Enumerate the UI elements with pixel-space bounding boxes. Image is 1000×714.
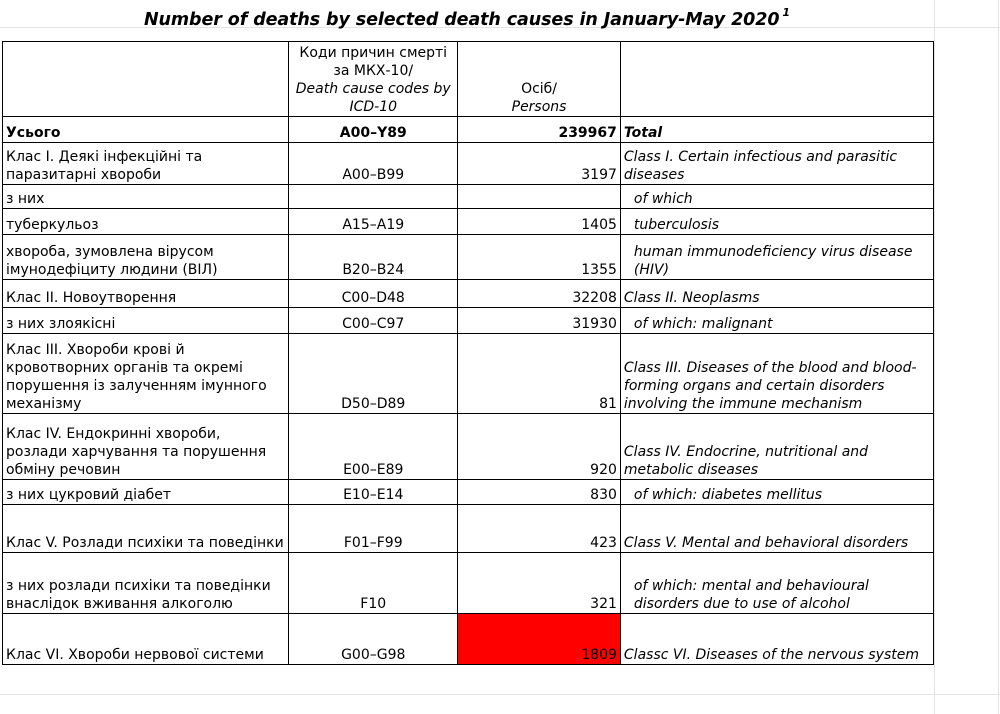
table-row [3,334,934,414]
table-row [3,614,934,665]
cell-value[interactable]: 3197 [458,143,621,185]
header-persons-en: Persons [511,99,567,115]
cell-en[interactable]: Total [620,117,933,143]
table-row [3,143,934,185]
cell-code[interactable]: B20–B24 [289,235,458,280]
cell-en[interactable]: Class II. Neoplasms [620,280,933,308]
cell-en[interactable]: of which [620,185,933,209]
cell-ua[interactable]: з них злоякісні [3,308,289,334]
sheet-gridline [934,0,935,714]
cell-ua[interactable]: туберкульоз [3,209,289,235]
cell-value-selected[interactable]: 1809 [458,614,621,665]
table-row [3,280,934,308]
cell-ua[interactable]: Клас VІ. Хвороби нервової системи [3,614,289,665]
cell-en[interactable]: Class III. Diseases of the blood and blood-forming organs and certain disorders involving the immune mechanism [620,334,933,414]
table-row [3,185,934,209]
cell-ua[interactable]: з них розлади психіки та поведінки внаслідок вживання алкоголю [3,553,289,614]
table-row [3,209,934,235]
cell-code[interactable]: E10–E14 [289,480,458,505]
cell-code[interactable]: A00–B99 [289,143,458,185]
cell-value[interactable]: 830 [458,480,621,505]
cell-value[interactable]: 1355 [458,235,621,280]
cell-code[interactable]: F10 [289,553,458,614]
header-codes-en: Death cause codes by ICD-10 [295,81,451,115]
table-row [3,414,934,480]
cell-value[interactable]: 1405 [458,209,621,235]
cell-en[interactable]: Class IV. Endocrine, nutritional and metabolic diseases [620,414,933,480]
cell-code[interactable]: A00–Y89 [289,117,458,143]
cell-code[interactable]: G00–G98 [289,614,458,665]
cell-en[interactable]: Classc VI. Diseases of the nervous system [620,614,933,665]
table-title [0,3,934,30]
cell-value[interactable] [458,185,621,209]
footnote-mark: 1 [782,6,790,19]
cell-en[interactable]: human immunodeficiency virus disease (HIV) [620,235,933,280]
deaths-table [2,41,934,665]
cell-value[interactable]: 32208 [458,280,621,308]
cell-en[interactable]: tuberculosis [620,209,933,235]
sheet-gridline [998,0,999,714]
cell-code[interactable]: A15–A19 [289,209,458,235]
table-row [3,235,934,280]
header-codes[interactable] [289,42,458,117]
table-row [3,505,934,553]
cell-ua[interactable]: Клас ІІІ. Хвороби крові й кровотворних органів та окремі порушення із залученням імунного механізму [3,334,289,414]
cell-en[interactable]: Class I. Certain infectious and parasitic diseases [620,143,933,185]
header-persons-ua: Осіб/ [521,81,558,97]
header-codes-ua: Коди причин смерті за МКХ-10/ [299,45,448,79]
cell-value[interactable]: 31930 [458,308,621,334]
cell-value[interactable]: 81 [458,334,621,414]
sheet-gridline [0,694,1000,695]
cell-ua[interactable]: з них цукровий діабет [3,480,289,505]
cell-ua[interactable]: Клас V. Розлади психіки та поведінки [3,505,289,553]
cell-code[interactable]: C00–C97 [289,308,458,334]
cell-en[interactable]: of which: malignant [620,308,933,334]
cell-en[interactable]: of which: diabetes mellitus [620,480,933,505]
table-row [3,480,934,505]
cell-value[interactable]: 920 [458,414,621,480]
cell-ua[interactable]: Клас І. Деякі інфекційні та паразитарні хвороби [3,143,289,185]
header-persons[interactable] [458,42,621,117]
header-empty-en[interactable] [620,42,933,117]
cell-ua[interactable]: Усього [3,117,289,143]
table-row [3,117,934,143]
table-row [3,553,934,614]
cell-code[interactable]: F01–F99 [289,505,458,553]
cell-en[interactable]: Class V. Mental and behavioral disorders [620,505,933,553]
title-text: Number of deaths by selected death causes in January-May 2020 [144,9,780,30]
cell-ua[interactable]: хвороба, зумовлена вірусом імунодефіциту людини (ВІЛ) [3,235,289,280]
cell-ua[interactable]: з них [3,185,289,209]
header-row [3,42,934,117]
cell-ua[interactable]: Клас ІV. Ендокринні хвороби, розлади харчування та порушення обміну речовин [3,414,289,480]
cell-en[interactable]: of which: mental and behavioural disorders due to use of alcohol [620,553,933,614]
cell-code[interactable]: D50–D89 [289,334,458,414]
table-row [3,308,934,334]
cell-value[interactable]: 423 [458,505,621,553]
cell-value[interactable]: 321 [458,553,621,614]
cell-value[interactable]: 239967 [458,117,621,143]
cell-ua[interactable]: Клас ІІ. Новоутворення [3,280,289,308]
cell-code[interactable]: C00–D48 [289,280,458,308]
cell-code[interactable]: E00–E89 [289,414,458,480]
cell-code[interactable] [289,185,458,209]
header-empty-ua[interactable] [3,42,289,117]
